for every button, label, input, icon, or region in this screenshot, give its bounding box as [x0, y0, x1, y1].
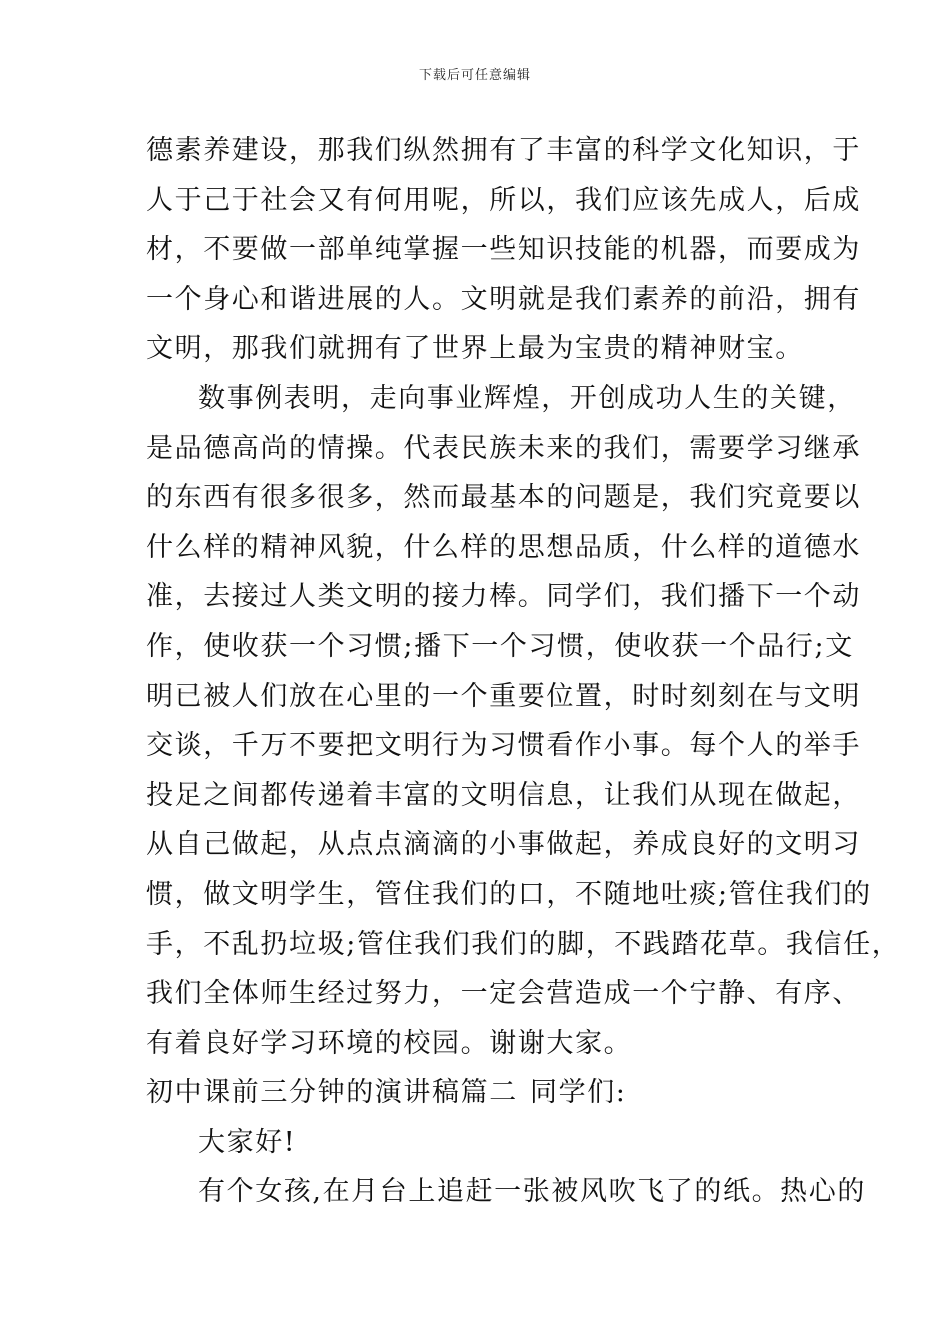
paragraph2-line-1: 数事例表明，走向事业辉煌，开创成功人生的关键，: [198, 382, 856, 414]
paragraph2-line-13: 我们全体师生经过努力，一定会营造成一个宁静、有序、: [146, 978, 861, 1010]
document-body: [146, 126, 901, 1217]
section2-greeting: 大家好!: [198, 1126, 297, 1158]
paragraph2-line-4: 什么样的精神风貌，什么样的思想品质，什么样的道德水: [146, 531, 861, 563]
section2-title: 初中课前三分钟的演讲稿篇二: [146, 1077, 518, 1109]
paragraph2-line-3: 的东西有很多很多，然而最基本的问题是，我们究竟要以: [146, 482, 861, 514]
paragraph2-line-7: 明已被人们放在心里的一个重要位置，时时刻刻在与文明: [146, 680, 861, 712]
paragraph1-line-3: 材，不要做一部单纯掌握一些知识技能的机器，而要成为: [146, 234, 861, 266]
paragraph1-line-1: 德素养建设，那我们纵然拥有了丰富的科学文化知识，于: [146, 135, 861, 166]
section2-heading: [146, 1068, 836, 1118]
paragraph2-line-12: 手，不乱扔垃圾;管住我们我们的脚，不践踏花草。我信任，: [146, 928, 901, 960]
paragraph1-line-5: 文明，那我们就拥有了世界上最为宝贵的精神财宝。: [146, 333, 804, 365]
paragraph2-line-8: 交谈，千万不要把文明行为习惯看作小事。每个人的举手: [146, 730, 861, 762]
paragraph2-line-9: 投足之间都传递着丰富的文明信息，让我们从现在做起，: [146, 779, 861, 811]
section2-opening-line: 有个女孩,在月台上追赶一张被风吹飞了的纸。热心的: [198, 1176, 866, 1208]
paragraph2-line-2: 是品德高尚的情操。代表民族未来的我们，需要学习继承: [146, 432, 861, 464]
paragraph2-line-14: 有着良好学习环境的校园。谢谢大家。: [146, 1027, 633, 1059]
paragraph2-line-10: 从自己做起，从点点滴滴的小事做起，养成良好的文明习: [146, 829, 861, 861]
section2-salutation: 同学们:: [530, 1077, 627, 1109]
page-header: 下载后可任意编辑: [418, 68, 531, 83]
paragraph1-line-4: 一个身心和谐进展的人。文明就是我们素养的前沿，拥有: [146, 283, 861, 315]
paragraph2-line-5: 准，去接过人类文明的接力棒。同学们，我们播下一个动: [146, 581, 861, 613]
paragraph1-line-2: 人于己于社会又有何用呢，所以，我们应该先成人，后成: [146, 184, 861, 216]
paragraph2-line-11: 惯，做文明学生，管住我们的口，不随地吐痰;管住我们的: [146, 878, 872, 910]
paragraph2-line-6: 作，使收获一个习惯;播下一个习惯，使收获一个品行;文: [146, 630, 854, 662]
